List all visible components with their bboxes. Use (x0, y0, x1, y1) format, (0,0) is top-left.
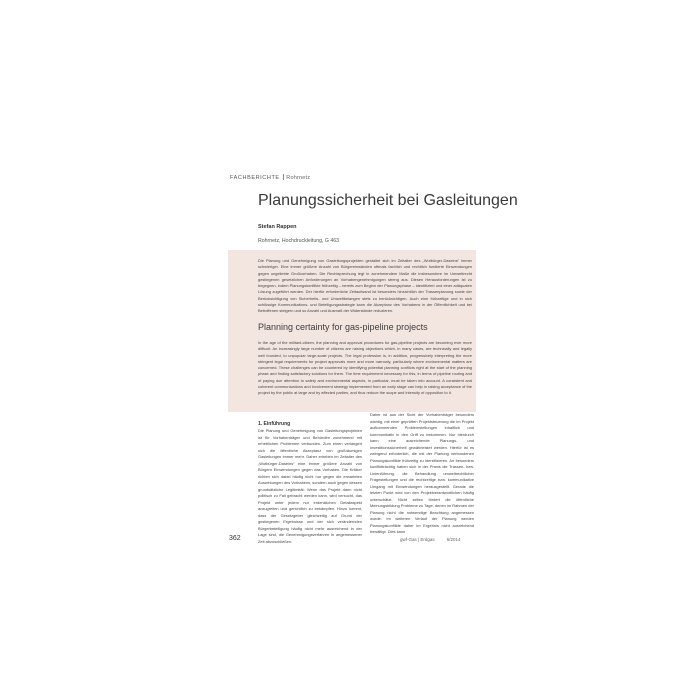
english-title: Planning certainty for gas-pipeline projects (258, 322, 428, 332)
journal-issue: 6/2014 (446, 537, 461, 542)
abstract-german: Die Planung und Genehmigung von Gasleitungsprojekten gestaltet sich im Zeitalter des „Wutbürger-Daseins“ immer schwieriger. Eine immer größere Anzahl von Bürgereinwänden oftmals fachlich und rechtlich fundierte Einwendungen gegen ungeliebte Großvorhaben. Die Rechtsprechung legt in zunehmendem Maße die insbesondere im Umweltrecht gestiegenen gesetzlichen Anforderungen an Vorhabengenehmigungen streng aus. Diesen Herausforderungen ist zu begegnen, indem Planungskonflikte frühzeitig – bereits zum Beginn der Planungsphase – identifiziert und einer adäquaten Lösung zugeführt werden. Der hierfür erforderliche Zeitaufwand ist besonders hinsichtlich der Trassenplanung sowie der Berücksichtigung von Sicherheits- und Umweltbelangen stets zu berücksichtigen. Auch eine frühzeitige und in sich schlüssige Kommunikations- und Beteiligungsstrategie kann die Akzeptanz des Vorhabens in der Öffentlichkeit und bei Betroffenen steigern und so Anzahl und Ausmaß der Widerstände reduzieren. (258, 258, 472, 314)
article-title: Planungssicherheit bei Gasleitungen (258, 192, 518, 209)
section-heading: 1. Einführung (258, 421, 291, 427)
body-text-left: Die Planung und Genehmigung von Gasleitungsprojekten ist für Vorhabenträger und Behörden zunehmend mit erheblichen Problemen verbunden. Zum einen verlangert sich die öffentliche Akzeptanz von großräumigen Gasleitungen immer mehr. Daher erheben im Zeitalter des „Wutbürger-Daseins“ eine immer größere Anzahl von Bürgern Einwendungen gegen das Vorhaben. Die Kritiker richten sich dabei häufig nicht nur gegen die erwarteten Auswirkungen des Vorhabens, sondern auch gegen dessen grundsätzliche Legitimität: Wenn das Projekt dann nicht politisch zu Fall gebracht werden kann, wird versucht, das Projekt unter jedem nur erdenklichen Detailaspekt anzugreifen und gerichtlich zu bekämpfen. Hinzu kommt, dass der Gesetzgeber gleichzeitig auf Grund der gestiegenen Ergebnisse und der sich verändernden Bürgerbeteiligung häufig nicht mehr ausreichend in der Lage sind, die Genehmigungsverfahren in angemessener Zeit abzuschließen. (258, 428, 362, 544)
abstract-english: In the age of the militant-citizen, the planning and approval procedures for gas-pipeline projects are becoming ever more difficult. An increasingly large number of citizens are raising objections which, in many cases, are technically and legally well founded, to unpopular large-scale projects. The legal profession is, in addition, progressively interpreting the more stringent legal requirements for project approvals more and more narrowly, particularly where environmental matters are concerned. These challenges can be countered by identifying potential planning conflicts right at the start of the planning phase and finding satisfactory solutions for them. The time requirement necessary for this, in terms of pipeline routing and of paying due attention to safety and environmental aspects, in particular, must be taken into account. A consistent and coherent communications and involvement strategy implemented from an early stage can help in raising acceptance of the project by the public at large and by affected parties, and thus reduce the scope and intensity of opposition to it. (258, 340, 472, 396)
author-name: Stefan Rappen (258, 224, 297, 230)
journal-name: gwf-Gas | Erdgas (400, 537, 435, 542)
keywords-line: Rohrnetz, Hochdruckleitung, G 463 (258, 238, 340, 244)
page-number: 362 (229, 535, 241, 542)
header-topic: Rohrnetz (286, 175, 311, 181)
running-header (230, 174, 310, 181)
header-section: FACHBERICHTE (230, 175, 280, 181)
header-separator (283, 174, 284, 180)
journal-footer (400, 537, 460, 542)
body-column-left (258, 421, 362, 545)
body-text-right: Daher ist aus der Sicht der Vorhabenträger besonders wichtig, mit einer geprüften Projektsteuerung die im Projekt aufkommenden Problemstellungen inhaltlich und kommunikativ in den Griff zu bekommen. Nur hierdurch kann eine ausreichende Planungs- und Investitionssicherheit gewährleistet werden. Hierfür ist es zwingend erforderlich, die mit der Planung verbundenen Planungskonflikte frühzeitig zu identifizieren. An besonders konfliktträchtig haben sich in der Praxis die Trassen- bzw. Linienführung, die Behandlung umweltrechtlicher Fragestellungen und die rechtzeitige bzw. kommunikative Umgang mit Einwendungen herausgestellt. Gerade die letzten Punkt wird von den Projektverantwortlichen häufig unterschätzt. Nicht selten fördert die öffentliche Meinungsbildung Probleme zu Tage, denen im Rahmen der Planung nicht die notwendige Beachtung angemessen wurde. Im weiteren Verlauf der Planung werden Planungskonflikte daher im Ergebnis nicht ausreichend bewältigt. Dies kann (370, 412, 474, 534)
body-column-right (370, 412, 474, 536)
